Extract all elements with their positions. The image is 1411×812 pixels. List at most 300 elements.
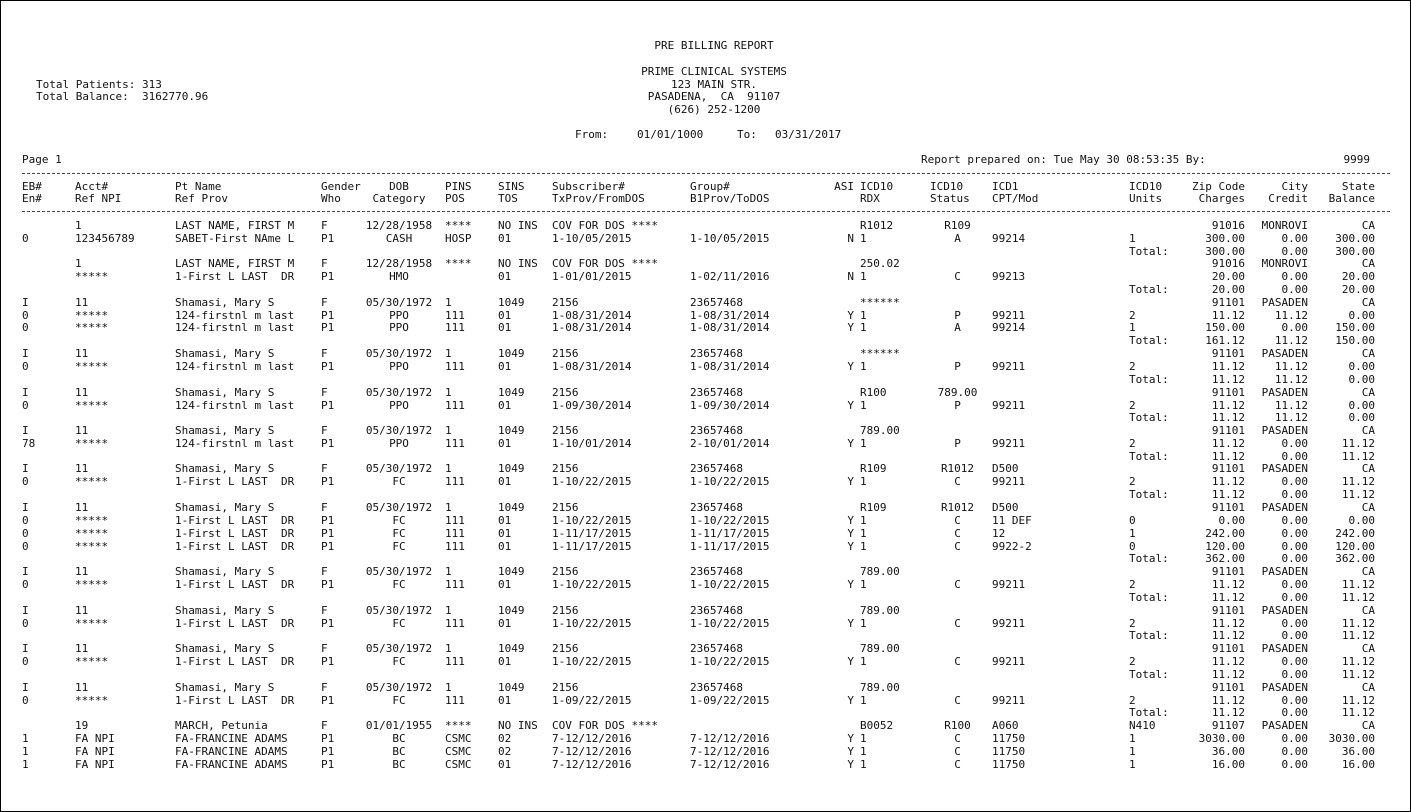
company-address-line1: 123 MAIN STR.: [670, 78, 758, 91]
report-line-icd: 789.00: [860, 565, 900, 578]
report-line-city: MONROVI: [1261, 257, 1308, 270]
report-line-icd: 1: [860, 527, 867, 540]
report-line-icds: C: [954, 475, 961, 488]
report-line-icd1: 11750: [992, 732, 1026, 745]
report-line-icd: 1: [860, 745, 867, 758]
report-line-sins: 1049: [498, 565, 525, 578]
report-line-zip: 11.12: [1211, 399, 1245, 412]
report-line-acct: *****: [75, 399, 109, 412]
total-row-state: 11.12: [1341, 488, 1375, 501]
report-line-pins: 1: [445, 565, 452, 578]
report-line-asi: Y: [847, 578, 854, 591]
report-line-sub: COV FOR DOS ****: [552, 719, 658, 732]
report-line-sub: 1-11/17/2015: [552, 540, 632, 553]
report-line-city: PASADEN: [1261, 719, 1308, 732]
report-line-dob: PPO: [389, 309, 409, 322]
report-line-asi: Y: [847, 321, 854, 334]
report-line-zip: 91016: [1211, 219, 1245, 232]
report-line-zip: 11.12: [1211, 655, 1245, 668]
report-line-dob: FC: [392, 578, 406, 591]
report-line-sub: 1-10/01/2014: [552, 437, 632, 450]
total-row-state: 11.12: [1341, 706, 1375, 719]
report-line-name: 1-First L LAST DR: [175, 540, 295, 553]
report-line-name: Shamasi, Mary S: [175, 347, 275, 360]
report-line-group: 1-08/31/2014: [690, 309, 770, 322]
report-line-sins: 1049: [498, 604, 525, 617]
total-row-city: 0.00: [1281, 629, 1308, 642]
report-line-state: CA: [1361, 257, 1375, 270]
report-line-acct: *****: [75, 514, 109, 527]
report-line-sins: 1049: [498, 347, 525, 360]
report-line-zip: 11.12: [1211, 360, 1245, 373]
report-line-city: 0.00: [1281, 694, 1308, 707]
report-line-sins: 01: [498, 578, 512, 591]
report-line-units: 2: [1129, 309, 1136, 322]
report-line-dob: FC: [392, 617, 406, 630]
column-header-row1-asi: ASI: [834, 180, 854, 193]
report-line-units: 0: [1129, 514, 1136, 527]
report-line-sins: 1049: [498, 501, 525, 514]
report-line-units: 2: [1129, 437, 1136, 450]
total-row-city: 0.00: [1281, 668, 1308, 681]
report-line-gender: P1: [321, 578, 335, 591]
column-header-row2-city: Credit: [1268, 192, 1308, 205]
report-line-gender: F: [321, 501, 328, 514]
report-line-city: 0.00: [1281, 617, 1308, 630]
report-line-city: 0.00: [1281, 540, 1308, 553]
report-line-state: CA: [1361, 642, 1375, 655]
report-line-gender: P1: [321, 514, 335, 527]
report-line-sins: 01: [498, 475, 512, 488]
report-line-icd: ******: [860, 296, 900, 309]
report-line-pins: 111: [445, 540, 465, 553]
report-line-icds: C: [954, 758, 961, 771]
from-label: From:: [575, 128, 609, 141]
report-line-dob: 05/30/1972: [365, 296, 433, 309]
report-line-icds: P: [954, 399, 961, 412]
report-line-sins: 1049: [498, 386, 525, 399]
report-line-icd1: 9922-2: [992, 540, 1032, 553]
report-line-icd: 1: [860, 321, 867, 334]
report-line-eb: I: [22, 296, 29, 309]
column-header-row1-icds: ICD10: [930, 180, 964, 193]
total-row-state: 11.12: [1341, 591, 1375, 604]
report-line-acct: *****: [75, 270, 109, 283]
report-line-icd: 789.00: [860, 642, 900, 655]
report-line-gender: F: [321, 642, 328, 655]
report-line-sub: 2156: [552, 501, 579, 514]
report-line-zip: 91101: [1211, 462, 1245, 475]
total-row-units: Total:: [1129, 283, 1169, 296]
report-line-state: 0.00: [1348, 399, 1375, 412]
report-line-gender: F: [321, 296, 328, 309]
report-line-zip: 120.00: [1205, 540, 1245, 553]
report-line-zip: 36.00: [1211, 745, 1245, 758]
column-header-row1-dob: DOB: [389, 180, 409, 193]
report-line-group: 23657468: [690, 642, 743, 655]
report-line-sins: 01: [498, 309, 512, 322]
report-line-icds: C: [954, 514, 961, 527]
header-top-divider: [22, 173, 1390, 174]
report-line-group: 7-12/12/2016: [690, 745, 770, 758]
report-line-acct: 11: [75, 604, 89, 617]
report-line-eb: I: [22, 565, 29, 578]
report-line-gender: F: [321, 681, 328, 694]
report-line-asi: Y: [847, 360, 854, 373]
report-line-icd: 1: [860, 694, 867, 707]
report-line-name: 1-First L LAST DR: [175, 270, 295, 283]
column-header-row1-group: Group#: [690, 180, 730, 193]
report-line-icd: 1: [860, 758, 867, 771]
report-line-sins: 1049: [498, 462, 525, 475]
column-header-row2-zip: Charges: [1198, 192, 1245, 205]
column-header-row1-eb: EB#: [22, 180, 42, 193]
report-line-units: 1: [1129, 232, 1136, 245]
report-line-gender: P1: [321, 399, 335, 412]
report-line-zip: 91101: [1211, 501, 1245, 514]
report-line-sub: 1-10/05/2015: [552, 232, 632, 245]
report-line-pins: 1: [445, 604, 452, 617]
report-line-eb: 0: [22, 540, 29, 553]
total-row-units: Total:: [1129, 411, 1169, 424]
report-line-state: 3030.00: [1328, 732, 1375, 745]
report-line-name: Shamasi, Mary S: [175, 681, 275, 694]
report-line-units: 2: [1129, 399, 1136, 412]
report-line-sins: 1049: [498, 424, 525, 437]
total-row-state: 0.00: [1348, 411, 1375, 424]
report-line-name: FA-FRANCINE ADAMS: [175, 758, 288, 771]
total-row-units: Total:: [1129, 245, 1169, 258]
report-line-acct: FA NPI: [75, 758, 115, 771]
report-line-zip: 11.12: [1211, 309, 1245, 322]
report-line-eb: 0: [22, 655, 29, 668]
to-date: 03/31/2017: [775, 128, 842, 141]
report-line-sins: 02: [498, 732, 512, 745]
report-line-acct: *****: [75, 360, 109, 373]
report-line-eb: 0: [22, 399, 29, 412]
total-row-units: Total:: [1129, 552, 1169, 565]
report-line-zip: 242.00: [1205, 527, 1245, 540]
report-line-icd: 1: [860, 399, 867, 412]
column-header-row2-eb: En#: [22, 192, 42, 205]
total-row-city: 0.00: [1281, 706, 1308, 719]
report-line-icd: 789.00: [860, 424, 900, 437]
report-line-icds: A: [954, 321, 961, 334]
report-line-acct: 123456789: [75, 232, 135, 245]
report-line-dob: 12/28/1958: [365, 257, 433, 270]
report-line-name: 124-firstnl m last: [175, 437, 295, 450]
report-line-state: CA: [1361, 424, 1375, 437]
report-line-dob: 05/30/1972: [365, 424, 433, 437]
total-row-city: 0.00: [1281, 245, 1308, 258]
report-line-sins: 01: [498, 655, 512, 668]
total-row-units: Total:: [1129, 706, 1169, 719]
report-line-dob: 01/01/1955: [365, 719, 433, 732]
report-line-city: 0.00: [1281, 745, 1308, 758]
report-line-icds: P: [954, 309, 961, 322]
report-line-state: 11.12: [1341, 655, 1375, 668]
report-line-name: Shamasi, Mary S: [175, 424, 275, 437]
report-line-pins: 111: [445, 655, 465, 668]
total-row-units: Total:: [1129, 450, 1169, 463]
total-patients: Total Patients: 313: [36, 78, 162, 91]
report-line-icds: 789.00: [937, 386, 978, 399]
report-line-name: LAST NAME, FIRST M: [175, 219, 295, 232]
report-line-icd: 789.00: [860, 681, 900, 694]
report-line-group: 1-10/22/2015: [690, 514, 770, 527]
total-row-zip: 11.12: [1211, 706, 1245, 719]
report-line-sub: 7-12/12/2016: [552, 745, 632, 758]
report-line-eb: I: [22, 501, 29, 514]
report-line-gender: P1: [321, 437, 335, 450]
report-line-icds: R109: [944, 219, 971, 232]
column-header-row1-zip: Zip Code: [1192, 180, 1245, 193]
report-line-eb: 0: [22, 321, 29, 334]
report-line-asi: Y: [847, 732, 854, 745]
report-line-eb: I: [22, 681, 29, 694]
report-line-icds: C: [954, 270, 961, 283]
report-line-icd: 1: [860, 617, 867, 630]
page-number: Page 1: [22, 153, 62, 166]
report-line-sub: 1-09/30/2014: [552, 399, 632, 412]
report-line-gender: P1: [321, 321, 335, 334]
report-line-units: 2: [1129, 578, 1136, 591]
report-line-icd1: 11750: [992, 745, 1026, 758]
report-line-name: 1-First L LAST DR: [175, 655, 295, 668]
report-line-name: 124-firstnl m last: [175, 399, 295, 412]
report-line-state: CA: [1361, 681, 1375, 694]
column-header-row1-gender: Gender: [321, 180, 361, 193]
report-line-gender: P1: [321, 309, 335, 322]
column-header-row2-group: B1Prov/ToDOS: [690, 192, 770, 205]
report-line-zip: 91101: [1211, 296, 1245, 309]
report-line-name: SABET-First NAme L: [175, 232, 295, 245]
report-line-dob: 05/30/1972: [365, 462, 433, 475]
report-line-asi: Y: [847, 694, 854, 707]
column-header-row2-pins: POS: [445, 192, 465, 205]
total-row-state: 362.00: [1335, 552, 1375, 565]
report-line-icd: 1: [860, 309, 867, 322]
report-line-eb: I: [22, 424, 29, 437]
report-line-acct: 11: [75, 642, 89, 655]
report-line-gender: P1: [321, 232, 335, 245]
report-line-group: 1-02/11/2016: [690, 270, 770, 283]
report-line-state: 11.12: [1341, 578, 1375, 591]
report-line-icd: 250.02: [860, 257, 900, 270]
report-line-icd: R109: [860, 462, 887, 475]
report-line-sins: 01: [498, 540, 512, 553]
report-line-pins: HOSP: [445, 232, 472, 245]
report-line-dob: 05/30/1972: [365, 347, 433, 360]
report-line-zip: 91101: [1211, 681, 1245, 694]
report-line-pins: ****: [445, 219, 472, 232]
report-line-dob: PPO: [389, 399, 409, 412]
report-line-icd1: D500: [992, 501, 1019, 514]
total-row-state: 300.00: [1335, 245, 1375, 258]
report-line-group: 1-11/17/2015: [690, 527, 770, 540]
report-line-pins: 1: [445, 642, 452, 655]
report-line-icd1: 99211: [992, 655, 1026, 668]
report-line-acct: *****: [75, 655, 109, 668]
report-line-acct: 11: [75, 501, 89, 514]
report-line-asi: Y: [847, 399, 854, 412]
report-line-pins: 111: [445, 437, 465, 450]
report-line-sub: 1-11/17/2015: [552, 527, 632, 540]
total-row-units: Total:: [1129, 629, 1169, 642]
report-line-icd: 1: [860, 232, 867, 245]
column-header-row1-city: City: [1281, 180, 1308, 193]
company-phone: (626) 252-1200: [667, 103, 761, 116]
report-line-icds: P: [954, 360, 961, 373]
report-line-pins: 111: [445, 694, 465, 707]
report-line-pins: CSMC: [445, 732, 472, 745]
total-row-zip: 11.12: [1211, 450, 1245, 463]
from-date: 01/01/1000: [637, 128, 704, 141]
report-line-state: 11.12: [1341, 617, 1375, 630]
report-line-icd: 1: [860, 514, 867, 527]
report-line-pins: 111: [445, 617, 465, 630]
report-line-state: 300.00: [1335, 232, 1375, 245]
report-line-sub: 2156: [552, 386, 579, 399]
report-line-city: 11.12: [1274, 360, 1308, 373]
report-line-dob: FC: [392, 655, 406, 668]
report-line-state: 120.00: [1335, 540, 1375, 553]
report-line-sins: 1049: [498, 642, 525, 655]
report-line-sins: 01: [498, 270, 512, 283]
report-line-acct: *****: [75, 321, 109, 334]
report-line-state: 11.12: [1341, 475, 1375, 488]
report-line-icd1: 99214: [992, 321, 1026, 334]
report-line-zip: 150.00: [1205, 321, 1245, 334]
report-line-units: 2: [1129, 694, 1136, 707]
report-line-acct: 11: [75, 347, 89, 360]
report-line-zip: 0.00: [1218, 514, 1245, 527]
report-line-zip: 300.00: [1205, 232, 1245, 245]
report-line-eb: 0: [22, 309, 29, 322]
report-line-acct: 1: [75, 219, 82, 232]
report-line-group: 1-10/05/2015: [690, 232, 770, 245]
total-row-city: 11.12: [1274, 334, 1308, 347]
report-line-gender: P1: [321, 732, 335, 745]
report-line-city: 0.00: [1281, 527, 1308, 540]
report-line-sub: 1-10/22/2015: [552, 655, 632, 668]
total-row-units: Total:: [1129, 334, 1169, 347]
report-line-state: CA: [1361, 565, 1375, 578]
report-line-city: PASADEN: [1261, 462, 1308, 475]
report-line-gender: F: [321, 386, 328, 399]
report-line-acct: 11: [75, 681, 89, 694]
report-line-zip: 20.00: [1211, 270, 1245, 283]
report-line-state: CA: [1361, 219, 1375, 232]
report-line-dob: HMO: [389, 270, 409, 283]
report-line-sub: 1-10/22/2015: [552, 617, 632, 630]
report-line-eb: I: [22, 386, 29, 399]
report-line-dob: PPO: [389, 360, 409, 373]
report-line-icds: P: [954, 437, 961, 450]
total-row-zip: 20.00: [1211, 283, 1245, 296]
report-line-city: 0.00: [1281, 758, 1308, 771]
total-row-zip: 11.12: [1211, 373, 1245, 386]
report-line-gender: P1: [321, 527, 335, 540]
report-line-zip: 11.12: [1211, 475, 1245, 488]
report-line-gender: P1: [321, 694, 335, 707]
report-line-name: Shamasi, Mary S: [175, 296, 275, 309]
report-line-gender: P1: [321, 270, 335, 283]
report-line-city: 0.00: [1281, 270, 1308, 283]
report-line-zip: 91101: [1211, 565, 1245, 578]
report-line-acct: 11: [75, 296, 89, 309]
report-line-pins: 111: [445, 360, 465, 373]
report-line-name: Shamasi, Mary S: [175, 565, 275, 578]
report-line-sub: 2156: [552, 424, 579, 437]
report-line-asi: Y: [847, 758, 854, 771]
column-header-row2-gender: Who: [321, 192, 341, 205]
column-header-row2-icd1: CPT/Mod: [992, 192, 1039, 205]
report-line-eb: I: [22, 642, 29, 655]
report-line-pins: ****: [445, 257, 472, 270]
report-line-state: 11.12: [1341, 694, 1375, 707]
report-line-zip: 11.12: [1211, 437, 1245, 450]
report-line-icd: 1: [860, 270, 867, 283]
total-row-state: 150.00: [1335, 334, 1375, 347]
report-line-eb: 0: [22, 514, 29, 527]
report-line-city: 11.12: [1274, 399, 1308, 412]
report-line-icds: C: [954, 745, 961, 758]
report-line-acct: *****: [75, 617, 109, 630]
total-row-units: Total:: [1129, 373, 1169, 386]
column-header-row1-icd1: ICD1: [992, 180, 1019, 193]
column-header-row2-name: Ref Prov: [175, 192, 228, 205]
column-header-row1-state: State: [1341, 180, 1375, 193]
report-line-zip: 91101: [1211, 424, 1245, 437]
report-line-icd1: D500: [992, 462, 1019, 475]
report-line-group: 1-09/22/2015: [690, 694, 770, 707]
report-line-sub: 2156: [552, 604, 579, 617]
report-line-name: FA-FRANCINE ADAMS: [175, 745, 288, 758]
total-row-units: Total:: [1129, 668, 1169, 681]
to-label: To:: [737, 128, 757, 141]
report-line-sins: 01: [498, 527, 512, 540]
report-line-icd: B0052: [860, 719, 894, 732]
report-line-asi: Y: [847, 309, 854, 322]
report-line-state: 0.00: [1348, 360, 1375, 373]
report-line-city: PASADEN: [1261, 424, 1308, 437]
column-header-row1-icd: ICD10: [860, 180, 894, 193]
report-line-icd: 1: [860, 655, 867, 668]
report-line-pins: 111: [445, 321, 465, 334]
report-line-gender: F: [321, 565, 328, 578]
report-line-units: 1: [1129, 745, 1136, 758]
report-line-zip: 11.12: [1211, 694, 1245, 707]
total-row-city: 11.12: [1274, 373, 1308, 386]
total-row-state: 11.12: [1341, 668, 1375, 681]
report-line-city: 0.00: [1281, 514, 1308, 527]
report-line-sub: 1-10/22/2015: [552, 578, 632, 591]
header-bottom-divider: [22, 211, 1390, 212]
report-line-icds: C: [954, 694, 961, 707]
report-line-dob: BC: [392, 745, 406, 758]
report-line-group: 1-10/22/2015: [690, 475, 770, 488]
report-line-pins: 1: [445, 681, 452, 694]
report-line-acct: *****: [75, 540, 109, 553]
report-line-eb: 1: [22, 758, 29, 771]
report-line-sins: NO INS: [498, 219, 538, 232]
report-line-sins: 01: [498, 694, 512, 707]
report-line-name: Shamasi, Mary S: [175, 501, 275, 514]
report-line-dob: 05/30/1972: [365, 604, 433, 617]
report-line-icds: R1012: [940, 462, 975, 475]
report-line-asi: Y: [847, 540, 854, 553]
